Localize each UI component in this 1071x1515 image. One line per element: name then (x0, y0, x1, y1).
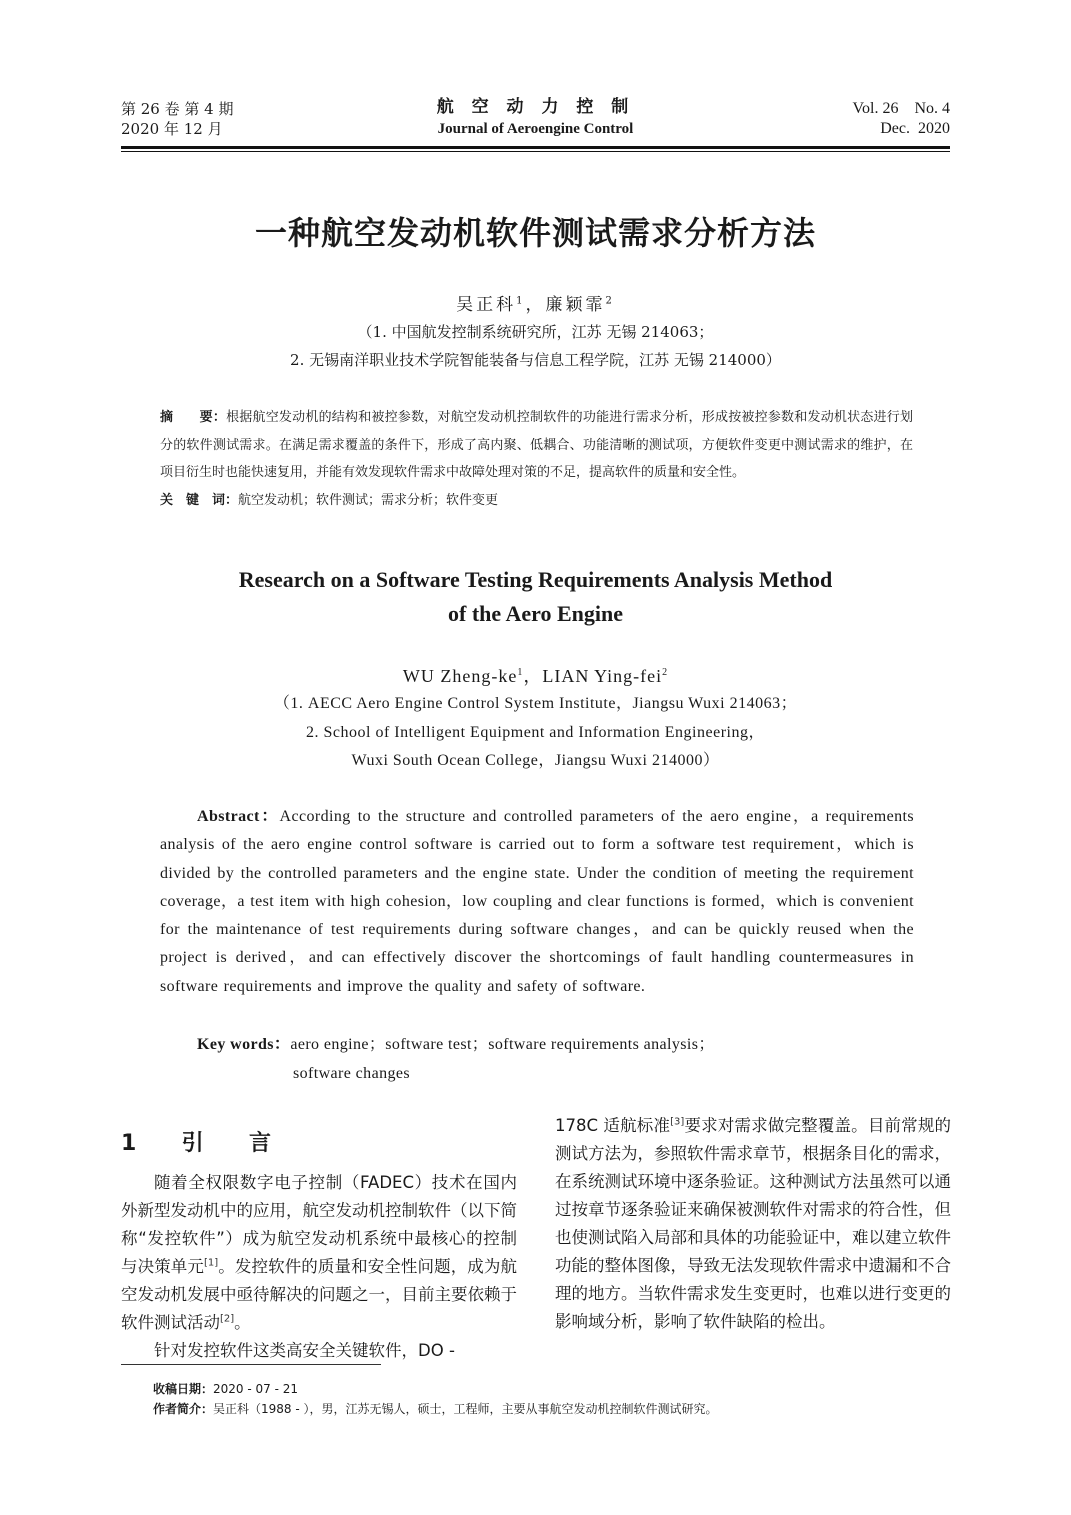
author-sep-en: ， (523, 666, 543, 686)
affiliation-en-2: 2. School of Intelligent Equipment and Information Engineering， (306, 724, 765, 741)
date-cn: 2020 年 12 月 (121, 120, 223, 138)
affiliation-en-3: Wuxi South Ocean College，Jiangsu Wuxi 214000） (351, 752, 720, 769)
abstract-cn-text: 根据航空发动机的结构和被控参数，对航空发动机控制软件的功能进行需求分析，形成按被控参数和发动机状态进行划分的软件测试需求。在满足需求覆盖的条件下，形成了高内聚、低耦合、功能清晰的测试项，方便软件变更中测试需求的维护，在项目衍生时也能快速复用，并能有效发现软件需求中故障处理对策的不足，提高软件的质量和安全性。 (160, 410, 913, 480)
paper-title-en-line2: of the Aero Engine (448, 601, 623, 626)
citation-ref[interactable]: [1] (204, 1257, 219, 1269)
paragraph-text: 要求对需求做完整覆盖。目前常规的测试方法为，参照软件需求章节，根据条目化的需求，在系统测试环境中逐条验证。这种测试方法虽然可以通过按章节逐条验证来确保被测软件对需求的符合性，但也使测试陷入局部和具体的功能验证中，难以建立软件功能的整体图像，导致无法发现软件需求中遗漏和不合理的地方。当软件需求发生变更时，也难以进行变更的影响域分析，影响了软件缺陷的检出。 (555, 1116, 951, 1331)
journal-title-en: Journal of Aeroengine Control (437, 121, 634, 137)
author-sep-cn: ， (525, 295, 546, 315)
author1-en: WU Zheng-ke (402, 666, 518, 686)
body-column-left (121, 1169, 517, 1365)
keywords-en-text-1: aero engine；software test；software requirements analysis； (290, 1036, 715, 1053)
keywords-cn-text: 航空发动机；软件测试；需求分析；软件变更 (238, 492, 499, 508)
keywords-cn-label: 关 键 词： (160, 492, 239, 508)
footnote-received (153, 1378, 953, 1400)
paper-title-en (0, 563, 1071, 631)
author1-en-sup: 1 (517, 667, 524, 678)
author-bio-label: 作者简介： (153, 1402, 214, 1416)
affiliation-en-1: （1. AECC Aero Engine Control System Institute，Jiangsu Wuxi 214063； (273, 695, 798, 712)
paragraph-text: 随着全权限数字电子控制（FADEC）技术在国内外新型发动机中的应用，航空发动机控制软件（以下简称“发控软件”）成为航空发动机系统中最核心的控制与决策单元 (121, 1173, 517, 1276)
paragraph (121, 1169, 517, 1337)
author2-en: LIAN Ying-fei (542, 666, 663, 686)
citation-ref[interactable]: [3] (670, 1116, 685, 1128)
received-value: 2020 - 07 - 21 (213, 1382, 299, 1396)
abstract-en-label: Abstract： (197, 808, 280, 825)
volume-cn: 第 26 卷 第 4 期 (121, 100, 234, 118)
paragraph: 针对发控软件这类高安全关键软件，DO - (154, 1341, 455, 1360)
keywords-en-text-2: software changes (293, 1065, 411, 1082)
paragraph (555, 1112, 951, 1336)
keywords-cn (160, 487, 913, 515)
header-right (853, 99, 951, 139)
volume-en: Vol. 26 No. 4 (852, 100, 950, 117)
footnote-rule (121, 1364, 381, 1365)
paragraph-text: 178C 适航标准 (555, 1116, 671, 1135)
author2-en-sup: 2 (662, 667, 669, 678)
author2-cn-sup: 2 (605, 295, 615, 307)
author-bio-value: 吴正科（1988 - ），男，江苏无锡人，硕士，工程师，主要从事航空发动机控制软件测试研究。 (213, 1402, 718, 1416)
abstract-en (160, 803, 914, 1001)
header-rule-thick (121, 146, 950, 149)
author2-cn: 廉颖霏 (545, 295, 606, 315)
affiliation-cn-2: 2. 无锡南洋职业技术学院智能装备与信息工程学院，江苏 无锡 214000） (290, 351, 781, 369)
paragraph-text: 。 (234, 1313, 251, 1332)
body-column-right (555, 1112, 951, 1336)
keywords-en-label: Key words： (197, 1036, 291, 1053)
received-label: 收稿日期： (153, 1382, 214, 1396)
footnote-author (153, 1398, 953, 1420)
header-rule-thin (121, 151, 950, 152)
abstract-cn (160, 404, 913, 514)
paragraph-text: 。发控软件的质量和安全性问题，成为航空发动机发展中亟待解决的问题之一，目前主要依赖于软件测试活动 (121, 1257, 518, 1332)
paper-title-en-line1: Research on a Software Testing Requirements Analysis Method (238, 567, 833, 592)
date-en: Dec. 2020 (880, 120, 950, 137)
paper-title-cn: 一种航空发动机软件测试需求分析方法 (254, 214, 816, 252)
authors-cn (0, 290, 1071, 315)
author1-cn: 吴正科 (456, 295, 517, 315)
section-heading: 1 引 言 (121, 1131, 281, 1156)
authors-en (0, 662, 1071, 688)
journal-title-cn: 航 空 动 力 控 制 (436, 97, 635, 117)
keywords-en (197, 1030, 897, 1088)
abstract-cn-label: 摘 要： (160, 410, 227, 425)
abstract-en-text: According to the structure and controlled parameters of the aero engine，a requirements analysis of the aero engine control software is carried out to form a software test requirement，which is divided by the controlled parameters and the engine state. Under the condition of meeting the requirement coverage，a test item with high cohesion，low coupling and clear functions is formed，which is convenient for the maintenance of test requirements during software changes，and can be quickly reused when the project is derived，and can effectively discover the shortcomings of fault handling countermeasures in software requirements and improve the quality and safety of software. (160, 808, 915, 995)
author1-cn-sup: 1 (516, 295, 526, 307)
affiliation-cn-1: （1. 中国航发控制系统研究所，江苏 无锡 214063； (357, 323, 714, 341)
citation-ref[interactable]: [2] (220, 1313, 235, 1325)
